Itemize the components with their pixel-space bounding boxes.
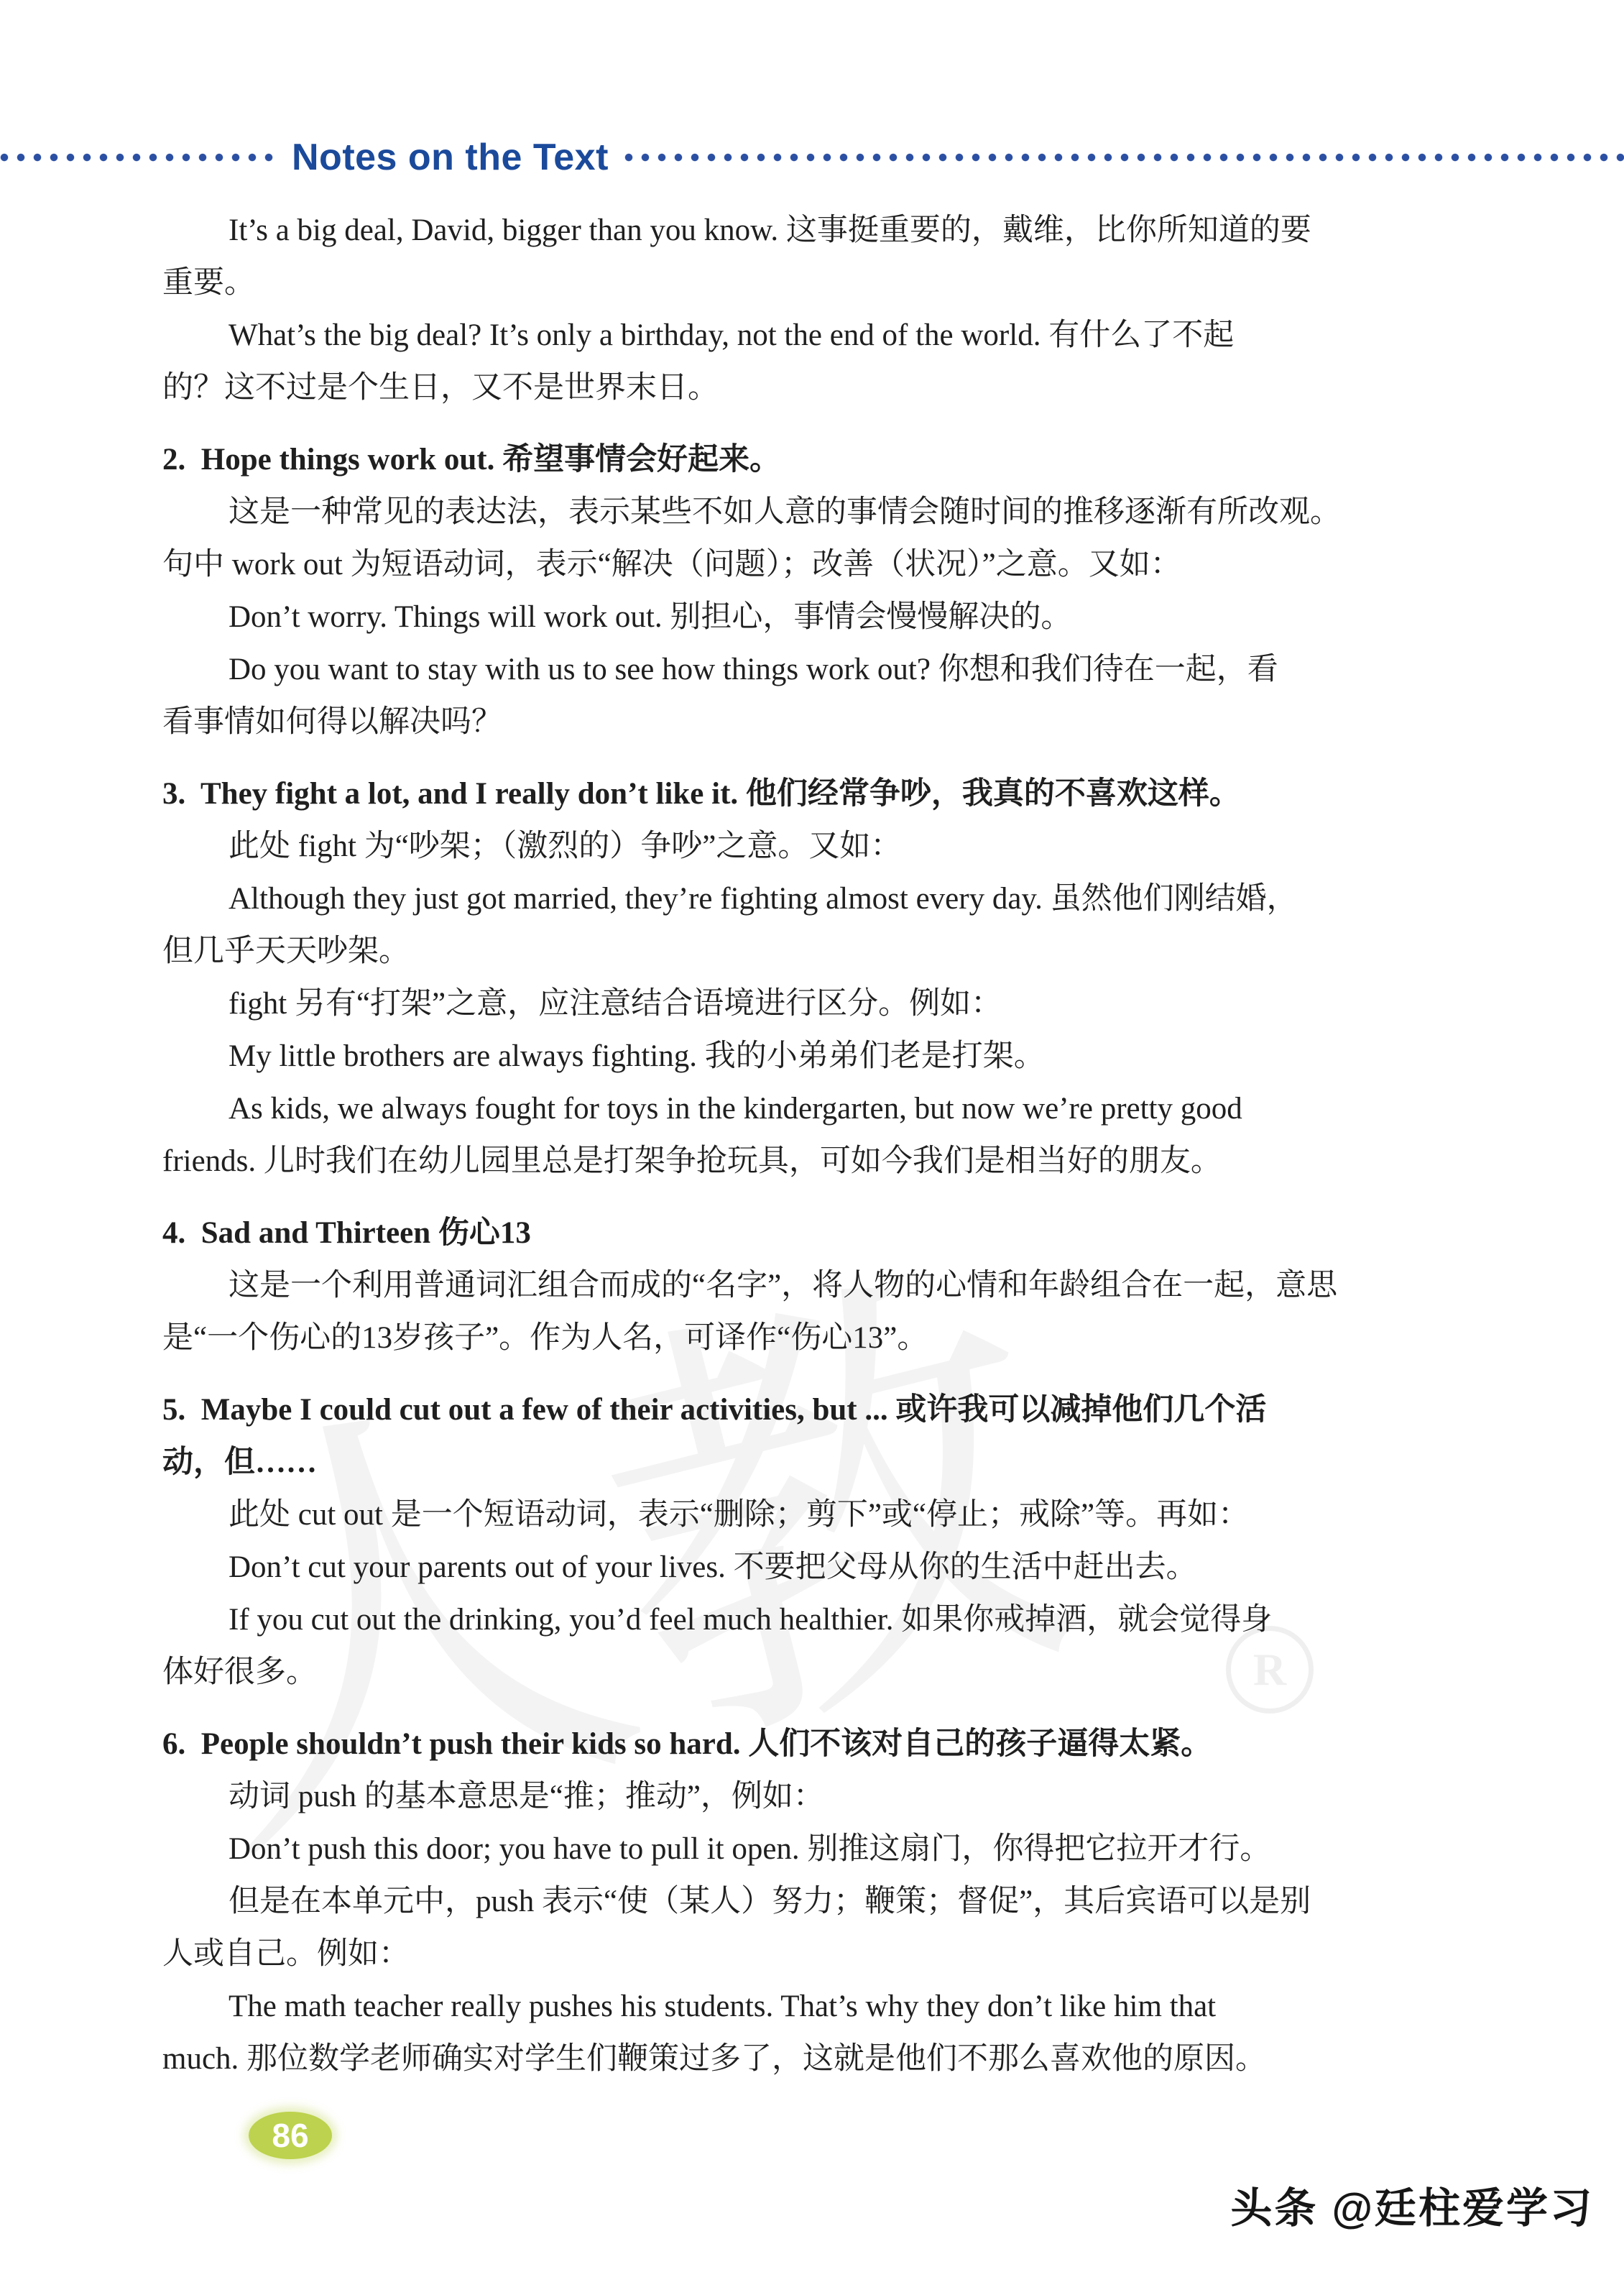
section-header	[0, 138, 1624, 177]
note-text-line: 是“一个伤心的13岁孩子”。作为人名，可译作“伤心13”。	[162, 1321, 928, 1355]
note-text-line: What’s the big deal? It’s only a birthday, not the end of the world. 有什么了不起	[229, 318, 1235, 352]
note-heading-line: 3. They fight a lot, and I really don’t like it. 他们经常争吵，我真的不喜欢这样。	[162, 777, 1240, 811]
note-heading-line: 4. Sad and Thirteen 伤心13	[162, 1216, 531, 1250]
note-text-line: Don’t worry. Things will work out. 别担心，事情会慢慢解决的。	[229, 600, 1072, 634]
note-heading-line: 5. Maybe I could cut out a few of their activities, but ... 或许我可以减掉他们几个活	[162, 1393, 1267, 1427]
note-text-line: If you cut out the drinking, you’d feel much healthier. 如果你戒掉酒，就会觉得身	[229, 1603, 1273, 1637]
note-text-line: 动词 push 的基本意思是“推；推动”，例如：	[229, 1780, 824, 1813]
note-text-line: As kids, we always fought for toys in the kindergarten, but now we’re pretty good	[229, 1092, 1242, 1126]
note-text-line: 但几乎天天吵架。	[162, 934, 410, 968]
note-text-line: It’s a big deal, David, bigger than you know. 这事挺重要的，戴维，比你所知道的要	[229, 213, 1311, 247]
note-text-line: 人或自己。例如：	[162, 1937, 410, 1971]
note-text-line: 看事情如何得以解决吗？	[162, 705, 502, 739]
note-text-line: friends. 儿时我们在幼儿园里总是打架争抢玩具，可如今我们是相当好的朋友。	[162, 1144, 1222, 1178]
credit-watermark: 头条 @廷柱爱学习	[1230, 2185, 1594, 2232]
note-text-line: 的？这不过是个生日，又不是世界末日。	[162, 371, 719, 405]
note-text-line: 句中 work out 为短语动词，表示“解决（问题）；改善（状况）”之意。又如：	[162, 548, 1181, 581]
note-heading-line: 动，但……	[162, 1445, 317, 1479]
note-text-line: 这是一个利用普通词汇组合而成的“名字”，将人物的心情和年龄组合在一起，意思	[229, 1269, 1338, 1302]
note-heading-line: 2. Hope things work out. 希望事情会好起来。	[162, 443, 781, 477]
note-text-line: Don’t push this door; you have to pull it open. 别推这扇门，你得把它拉开才行。	[229, 1832, 1271, 1866]
note-text-line: 此处 cut out 是一个短语动词，表示“删除；剪下”或“停止；戒除”等。再如：	[229, 1498, 1250, 1532]
note-text-line: 体好很多。	[162, 1655, 317, 1689]
section-title: Notes on the Text	[292, 137, 609, 178]
page-number-badge: 86	[249, 2112, 332, 2159]
note-text-line: My little brothers are always fighting. 我的小弟弟们老是打架。	[229, 1039, 1045, 1073]
note-text-line: fight 另有“打架”之意，应注意结合语境进行区分。例如：	[229, 987, 1002, 1021]
note-heading-line: 6. People shouldn’t push their kids so hard. 人们不该对自己的孩子逼得太紧。	[162, 1727, 1212, 1761]
registered-trademark-icon: R	[1226, 1626, 1314, 1714]
dotted-rule-left	[0, 153, 274, 162]
note-text-line: Although they just got married, they’re fighting almost every day. 虽然他们刚结婚，	[229, 882, 1298, 916]
note-text-line: Don’t cut your parents out of your lives. 不要把父母从你的生活中赶出去。	[229, 1550, 1197, 1584]
note-text-line: 但是在本单元中，push 表示“使（某人）努力；鞭策；督促”，其后宾语可以是别	[229, 1885, 1311, 1918]
notes-body	[162, 204, 1559, 2085]
note-text-line: 这是一种常见的表达法，表示某些不如人意的事情会随时间的推移逐渐有所改观。	[229, 495, 1341, 529]
note-text-line: 重要。	[162, 266, 255, 300]
note-text-line: Do you want to stay with us to see how things work out? 你想和我们待在一起，看	[229, 653, 1278, 686]
note-text-line: much. 那位数学老师确实对学生们鞭策过多了，这就是他们不那么喜欢他的原因。	[162, 2042, 1267, 2076]
dotted-rule-right	[624, 153, 1624, 162]
note-text-line: The math teacher really pushes his students. That’s why they don’t like him that	[229, 1990, 1217, 2023]
note-text-line: 此处 fight 为“吵架；（激烈的）争吵”之意。又如：	[229, 829, 902, 863]
